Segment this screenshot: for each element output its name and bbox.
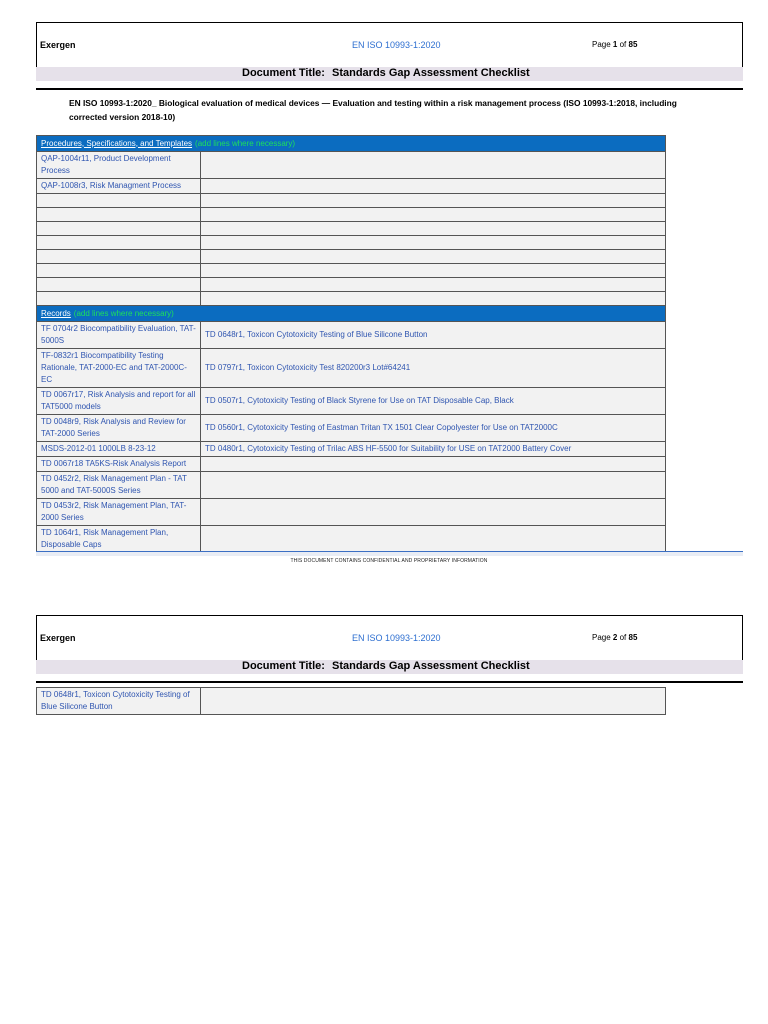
table-cell[interactable]: QAP-1008r3, Risk Managment Process — [37, 179, 201, 194]
table-cell[interactable] — [201, 152, 666, 179]
table-cell[interactable]: TD 0797r1, Toxicon Cytotoxicity Test 820200r3 Lot#64241 — [201, 349, 666, 388]
header-company: Exergen — [40, 633, 76, 643]
records-table-continued — [36, 687, 666, 715]
table-cell[interactable]: TF 0704r2 Biocompatibility Evaluation, TAT-5000S — [37, 322, 201, 349]
table-row — [37, 236, 666, 250]
records-section-header — [37, 306, 666, 322]
table-row — [37, 208, 666, 222]
table-cell[interactable]: TD 0507r1, Cytotoxicity Testing of Black Styrene for Use on TAT Disposable Cap, Black — [201, 388, 666, 415]
table-cell[interactable]: TD 0453r2, Risk Management Plan, TAT-2000 Series — [37, 499, 201, 526]
table-row — [37, 292, 666, 306]
table-cell[interactable] — [201, 222, 666, 236]
table-cell[interactable] — [37, 222, 201, 236]
procedures-section-note: (add lines where necessary) — [195, 138, 296, 148]
table-cell[interactable] — [201, 208, 666, 222]
procedures-section-title[interactable]: Procedures, Specifications, and Templates — [41, 138, 193, 148]
document-title-label: Document Title: — [242, 67, 325, 79]
table-cell[interactable] — [37, 292, 201, 306]
header-company: Exergen — [40, 40, 76, 50]
table-cell[interactable] — [201, 236, 666, 250]
table-row — [37, 264, 666, 278]
table-row — [37, 688, 666, 715]
table-cell[interactable] — [37, 208, 201, 222]
table-cell[interactable] — [201, 457, 666, 472]
table-row — [37, 415, 666, 442]
table-row — [37, 388, 666, 415]
table-row — [37, 179, 666, 194]
table-row — [37, 222, 666, 236]
table-cell[interactable]: TD 0560r1, Cytotoxicity Testing of Eastman Tritan TX 1501 Clear Copolyester for Use on TAT2000C — [201, 415, 666, 442]
title-band — [36, 660, 743, 674]
table-cell[interactable]: QAP-1004r11, Product Development Process — [37, 152, 201, 179]
table-cell[interactable] — [37, 194, 201, 208]
document-title: Standards Gap Assessment Checklist — [331, 67, 530, 79]
table-cell[interactable] — [37, 236, 201, 250]
table-cell[interactable] — [37, 250, 201, 264]
table-cell[interactable] — [37, 264, 201, 278]
table-cell[interactable] — [201, 472, 666, 499]
table-row — [37, 250, 666, 264]
table-cell[interactable] — [201, 264, 666, 278]
table-cell[interactable]: MSDS-2012-01 1000LB 8-23-12 — [37, 442, 201, 457]
header-standard: EN ISO 10993-1:2020 — [352, 40, 441, 50]
standard-heading: EN ISO 10993-1:2020_ Biological evaluation of medical devices — Evaluation and testing within a risk management process (ISO 10993-1:2018, including corrected version 2018-10) — [69, 98, 677, 122]
footer-band — [36, 552, 743, 556]
document-title: Standards Gap Assessment Checklist — [331, 660, 530, 672]
procedures-section-header — [37, 136, 666, 152]
table-cell[interactable]: TF-0832r1 Biocompatibility Testing Rationale, TAT-2000-EC and TAT-2000C-EC — [37, 349, 201, 388]
records-section-note: (add lines where necessary) — [73, 308, 174, 318]
document-title-label: Document Title: — [242, 660, 325, 672]
table-row — [37, 194, 666, 208]
table-cell[interactable]: TD 0648r1, Toxicon Cytotoxicity Testing of Blue Silicone Button — [201, 322, 666, 349]
header-page-number: Page 2 of 85 — [592, 633, 638, 642]
header-page-number: Page 1 of 85 — [592, 40, 638, 49]
table-cell[interactable]: TD 0048r9, Risk Analysis and Review for TAT-2000 Series — [37, 415, 201, 442]
records-section-title[interactable]: Records — [41, 308, 71, 318]
table-cell[interactable] — [201, 292, 666, 306]
table-cell[interactable] — [201, 250, 666, 264]
title-band — [36, 67, 743, 81]
table-row — [37, 526, 666, 553]
table-cell[interactable]: TD 0648r1, Toxicon Cytotoxicity Testing of Blue Silicone Button — [37, 688, 201, 715]
table-cell[interactable]: TD 0480r1, Cytotoxicity Testing of Trilac ABS HF-5500 for Suitability for USE on TAT2000 Battery Cover — [201, 442, 666, 457]
procedures-table — [36, 135, 666, 553]
table-cell[interactable] — [201, 499, 666, 526]
header-divider — [36, 88, 743, 90]
table-cell[interactable] — [37, 278, 201, 292]
table-row — [37, 472, 666, 499]
table-cell[interactable] — [201, 194, 666, 208]
table-row — [37, 152, 666, 179]
table-row — [37, 499, 666, 526]
page-2 — [0, 605, 768, 805]
table-row — [37, 349, 666, 388]
table-cell[interactable] — [201, 688, 666, 715]
table-cell[interactable]: TD 0452r2, Risk Management Plan - TAT 5000 and TAT-5000S Series — [37, 472, 201, 499]
table-row — [37, 278, 666, 292]
header-standard: EN ISO 10993-1:2020 — [352, 633, 441, 643]
table-cell[interactable] — [201, 526, 666, 553]
table-row — [37, 457, 666, 472]
table-cell[interactable] — [201, 278, 666, 292]
table-cell[interactable]: TD 0067r18 TA5KS-Risk Analysis Report — [37, 457, 201, 472]
table-cell[interactable]: TD 1064r1, Risk Management Plan, Disposable Caps — [37, 526, 201, 553]
header-divider — [36, 681, 743, 683]
table-row — [37, 442, 666, 457]
table-cell[interactable]: TD 0067r17, Risk Analysis and report for all TAT5000 models — [37, 388, 201, 415]
table-row — [37, 322, 666, 349]
confidentiality-footer: THIS DOCUMENT CONTAINS CONFIDENTIAL AND PROPRIETARY INFORMATION — [290, 558, 488, 564]
table-cell[interactable] — [201, 179, 666, 194]
